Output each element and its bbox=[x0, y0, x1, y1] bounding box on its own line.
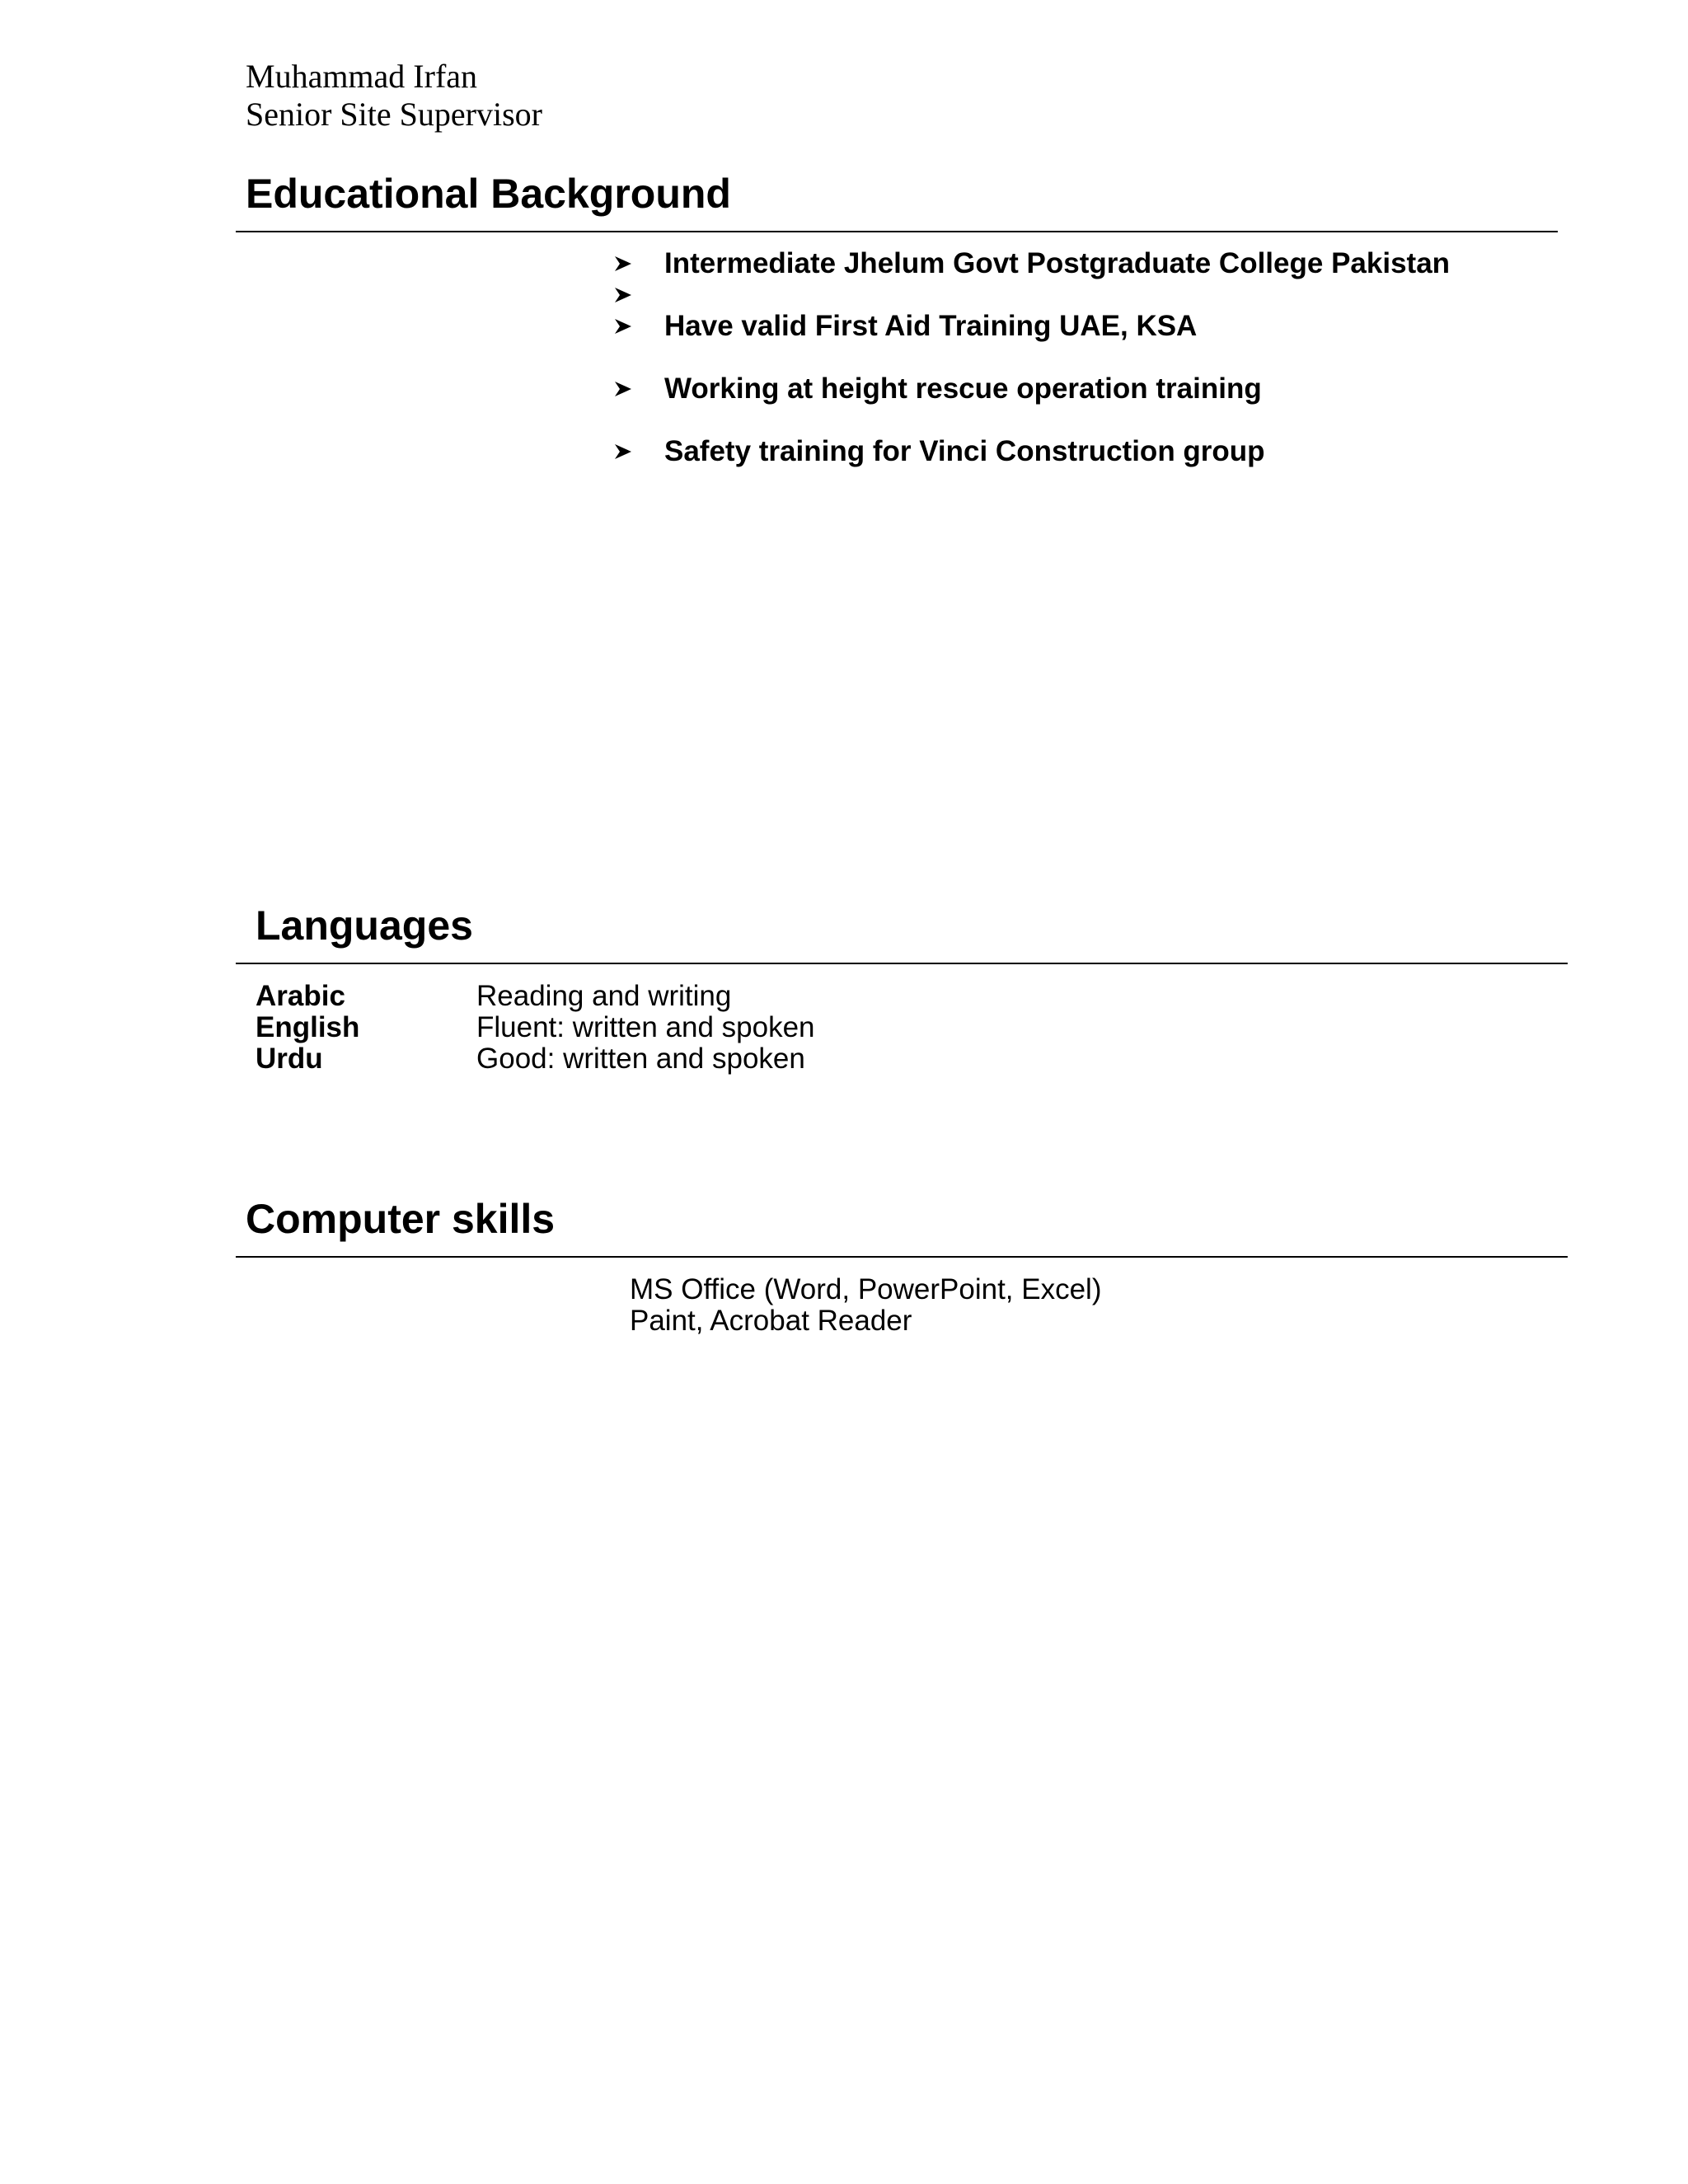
education-divider bbox=[236, 231, 1558, 232]
computer-skill-line: MS Office (Word, PowerPoint, Excel) bbox=[630, 1273, 1102, 1305]
arrowhead-bullet-icon bbox=[613, 285, 633, 305]
computer-skills-divider bbox=[236, 1256, 1568, 1258]
education-item-text: Safety training for Vinci Construction group bbox=[664, 435, 1265, 467]
computer-skill-line: Paint, Acrobat Reader bbox=[630, 1305, 912, 1337]
education-item-text: Intermediate Jhelum Govt Postgraduate College Pakistan bbox=[664, 247, 1451, 279]
education-item bbox=[613, 247, 1451, 280]
education-item-text: Have valid First Aid Training UAE, KSA bbox=[664, 310, 1198, 342]
education-heading: Educational Background bbox=[246, 171, 731, 217]
arrowhead-bullet-icon bbox=[613, 316, 633, 336]
education-item bbox=[613, 435, 1265, 468]
arrowhead-bullet-icon bbox=[613, 442, 633, 462]
languages-heading: Languages bbox=[256, 902, 473, 949]
candidate-name: Muhammad Irfan bbox=[246, 58, 478, 95]
arrowhead-bullet-icon bbox=[613, 254, 633, 274]
language-name: English bbox=[256, 1011, 360, 1043]
job-title: Senior Site Supervisor bbox=[246, 96, 542, 133]
languages-divider bbox=[236, 963, 1568, 964]
arrowhead-bullet-icon bbox=[613, 379, 633, 399]
education-item bbox=[613, 373, 1262, 405]
education-item bbox=[613, 310, 1198, 343]
language-level: Good: written and spoken bbox=[476, 1043, 805, 1075]
education-item bbox=[613, 279, 633, 312]
computer-skills-heading: Computer skills bbox=[246, 1196, 556, 1242]
language-level: Fluent: written and spoken bbox=[476, 1011, 815, 1043]
language-name: Urdu bbox=[256, 1043, 323, 1075]
language-name: Arabic bbox=[256, 980, 345, 1012]
education-item-text: Working at height rescue operation training bbox=[664, 373, 1262, 405]
language-level: Reading and writing bbox=[476, 980, 732, 1012]
